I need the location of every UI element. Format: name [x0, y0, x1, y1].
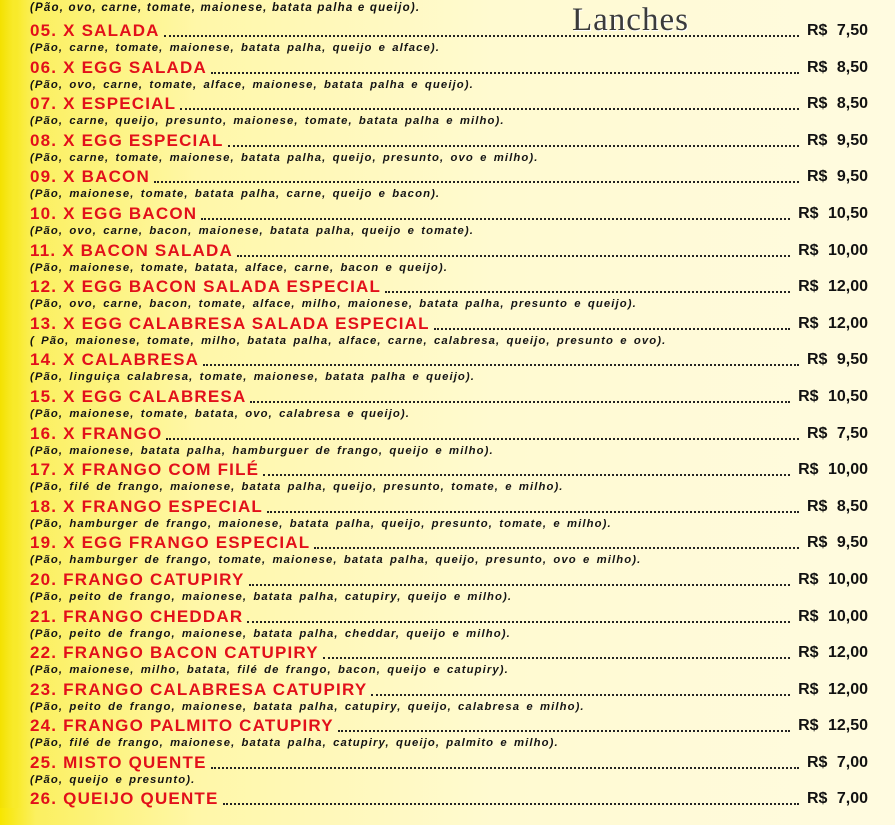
- menu-item-row: [30, 496, 868, 517]
- menu-item-description: (Pão, linguiça calabresa, tomate, maionese, batata palha e queijo).: [30, 371, 476, 384]
- menu-item-price: R$ 10,00: [798, 241, 868, 259]
- menu-item-row: [30, 532, 868, 553]
- menu-item-row: [30, 203, 868, 224]
- menu-item-row: [30, 349, 868, 370]
- menu-item-price: R$ 7,50: [806, 424, 868, 442]
- menu-item-row: [30, 569, 868, 590]
- menu-item-name: 11. X BACON SALADA: [30, 240, 233, 260]
- menu-item-name: 14. X CALABRESA: [30, 350, 200, 370]
- menu-item-name: 15. X EGG CALABRESA: [30, 386, 247, 406]
- menu-item-description: (Pão, queijo e presunto).: [30, 773, 196, 786]
- dot-leader: [211, 766, 799, 769]
- menu-item-name: 23. FRANGO CALABRESA CATUPIRY: [30, 679, 368, 699]
- menu-item-row: [30, 459, 868, 480]
- menu-item-description: (Pão, carne, tomate, maionese, batata palha, queijo, presunto, ovo e milho).: [30, 151, 539, 164]
- menu-item-price: R$ 12,00: [798, 314, 868, 332]
- menu-item-name: 12. X EGG BACON SALADA ESPECIAL: [30, 277, 382, 297]
- menu-item-row: [30, 642, 868, 663]
- menu-item: [30, 313, 868, 350]
- menu-item-row: [30, 423, 868, 444]
- menu-item: [30, 166, 868, 203]
- menu-item-row: [30, 166, 868, 187]
- menu-item-description: (Pão, carne, tomate, maionese, batata palha, queijo e alface).: [30, 42, 441, 54]
- menu-item-row: [30, 20, 868, 41]
- prev-item-description: (Pão, ovo, carne, tomate, maionese, batata palha e queijo).: [30, 2, 421, 14]
- menu-item-name: 13. X EGG CALABRESA SALADA ESPECIAL: [30, 313, 430, 333]
- menu-item-price: R$ 9,50: [806, 534, 868, 552]
- menu-item: [30, 57, 868, 94]
- menu-item-name: 26. QUEIJO QUENTE: [30, 789, 219, 809]
- menu-item-name: 06. X EGG SALADA: [30, 57, 207, 77]
- menu-item-row: [30, 715, 868, 736]
- menu-item-description: (Pão, peito de frango, maionese, batata palha, catupiry, queijo, calabresa e milho).: [30, 700, 585, 713]
- menu-item-description: (Pão, maionese, tomate, batata palha, carne, queijo e bacon).: [30, 188, 441, 201]
- dot-leader: [237, 254, 790, 257]
- menu-item-price: R$ 8,50: [806, 95, 868, 113]
- menu-item: [30, 203, 868, 240]
- menu-item-description: (Pão, peito de frango, maionese, batata palha, catupiry, queijo e milho).: [30, 590, 513, 603]
- menu-item: [30, 679, 868, 716]
- menu-item-description: (Pão, ovo, carne, bacon, maionese, batata palha, queijo e tomate).: [30, 224, 475, 237]
- menu-item-name: 18. X FRANGO ESPECIAL: [30, 496, 264, 516]
- dot-leader: [371, 693, 790, 696]
- menu-item-price: R$ 10,00: [798, 461, 868, 479]
- dot-leader: [323, 656, 790, 659]
- menu-item-description: (Pão, filé de frango, maionese, batata palha, catupiry, queijo, palmito e milho).: [30, 737, 559, 750]
- menu-item-description: (Pão, maionese, tomate, batata, ovo, calabresa e queijo).: [30, 407, 410, 420]
- menu-item-price: R$ 10,00: [798, 607, 868, 625]
- menu-item-description: (Pão, hamburger de frango, maionese, batata palha, queijo, presunto, tomate, e milho).: [30, 517, 612, 530]
- menu-item-price: R$ 7,00: [806, 753, 868, 771]
- menu-item-row: [30, 57, 868, 78]
- menu-item: [30, 459, 868, 496]
- page-title: Lanches: [572, 2, 689, 38]
- menu-item: [30, 642, 868, 679]
- dot-leader: [263, 473, 790, 476]
- dot-leader: [434, 327, 790, 330]
- menu-item-description: (Pão, carne, queijo, presunto, maionese, tomate, batata palha e milho).: [30, 115, 505, 128]
- menu-item: [30, 20, 868, 57]
- menu-list: [30, 20, 868, 825]
- menu-item: [30, 606, 868, 643]
- dot-leader: [267, 510, 799, 513]
- menu-item-price: R$ 9,50: [806, 351, 868, 369]
- menu-item-price: R$ 10,00: [798, 570, 868, 588]
- dot-leader: [211, 71, 799, 74]
- menu-item-name: 21. FRANGO CHEDDAR: [30, 606, 244, 626]
- menu-item: [30, 386, 868, 423]
- menu-item-row: [30, 752, 868, 773]
- dot-leader: [154, 180, 799, 183]
- menu-item-price: R$ 8,50: [806, 58, 868, 76]
- menu-item-price: R$ 9,50: [806, 168, 868, 186]
- menu-item-price: R$ 8,50: [806, 497, 868, 515]
- dot-leader: [338, 729, 790, 732]
- menu-item: [30, 569, 868, 606]
- dot-leader: [164, 34, 799, 37]
- menu-item-price: R$ 10,50: [798, 204, 868, 222]
- menu-item-description: [30, 809, 868, 824]
- menu-item-row: [30, 788, 868, 809]
- menu-item: [30, 788, 868, 825]
- yellow-edge: [0, 0, 22, 808]
- menu-item-name: 05. X SALADA: [30, 21, 160, 40]
- menu-item: [30, 240, 868, 277]
- menu-item: [30, 496, 868, 533]
- menu-item-price: R$ 9,50: [806, 131, 868, 149]
- menu-item-name: 19. X EGG FRANGO ESPECIAL: [30, 533, 311, 553]
- menu-item-name: 09. X BACON: [30, 167, 150, 187]
- menu-item-price: R$ 12,00: [798, 680, 868, 698]
- menu-item-description: (Pão, maionese, milho, batata, filé de frango, bacon, queijo e catupiry).: [30, 664, 509, 677]
- dot-leader: [201, 217, 790, 220]
- menu-item-row: [30, 606, 868, 627]
- menu-item-description: (Pão, ovo, carne, tomate, alface, maionese, batata palha e queijo).: [30, 78, 474, 91]
- menu-item: [30, 715, 868, 752]
- dot-leader: [228, 144, 799, 147]
- menu-item: [30, 532, 868, 569]
- menu-item-description: (Pão, maionese, tomate, batata, alface, carne, bacon e queijo).: [30, 261, 449, 274]
- menu-item: [30, 93, 868, 130]
- menu-item-description: (Pão, filé de frango, maionese, batata palha, queijo, presunto, tomate, e milho).: [30, 481, 564, 494]
- menu-item-price: R$ 12,00: [798, 278, 868, 296]
- menu-item-description: (Pão, peito de frango, maionese, batata palha, cheddar, queijo e milho).: [30, 627, 511, 640]
- menu-item-name: 25. MISTO QUENTE: [30, 752, 207, 772]
- menu-item-price: R$ 7,50: [806, 22, 868, 39]
- dot-leader: [249, 583, 791, 586]
- menu-item: [30, 276, 868, 313]
- dot-leader: [180, 107, 799, 110]
- menu-item-name: 08. X EGG ESPECIAL: [30, 130, 224, 150]
- menu-item-name: 17. X FRANGO COM FILÉ: [30, 460, 260, 480]
- menu-item-name: 16. X FRANGO: [30, 423, 163, 443]
- dot-leader: [314, 546, 799, 549]
- dot-leader: [223, 802, 799, 805]
- menu-item-price: R$ 10,50: [798, 387, 868, 405]
- menu-item-row: [30, 386, 868, 407]
- menu-item-name: 24. FRANGO PALMITO CATUPIRY: [30, 716, 334, 736]
- menu-item-description: (Pão, maionese, batata palha, hamburguer de frango, queijo e milho).: [30, 444, 494, 457]
- menu-item-row: [30, 313, 868, 334]
- menu-item-description: (Pão, hamburger de frango, tomate, maionese, batata palha, queijo, presunto, ovo e milho).: [30, 554, 642, 567]
- menu-item-row: [30, 130, 868, 151]
- menu-item: [30, 752, 868, 789]
- menu-item-name: 22. FRANGO BACON CATUPIRY: [30, 643, 319, 663]
- dot-leader: [247, 620, 790, 623]
- menu-item-price: R$ 12,00: [798, 644, 868, 662]
- menu-item-description: (Pão, ovo, carne, bacon, tomate, alface, milho, maionese, batata palha, presunto e queijo).: [30, 298, 637, 311]
- dot-leader: [385, 290, 790, 293]
- dot-leader: [203, 363, 799, 366]
- dot-leader: [166, 437, 798, 440]
- menu-item-name: 10. X EGG BACON: [30, 203, 198, 223]
- menu-item: [30, 423, 868, 460]
- menu-item-price: R$ 12,50: [798, 717, 868, 735]
- menu-item-row: [30, 679, 868, 700]
- dot-leader: [250, 400, 790, 403]
- menu-item-name: 07. X ESPECIAL: [30, 94, 177, 114]
- menu-item-row: [30, 93, 868, 114]
- menu-item-name: 20. FRANGO CATUPIRY: [30, 569, 245, 589]
- menu-item-price: R$ 7,00: [806, 790, 868, 808]
- menu-item-row: [30, 240, 868, 261]
- menu-item: [30, 349, 868, 386]
- menu-item: [30, 130, 868, 167]
- menu-item-row: [30, 276, 868, 297]
- menu-item-description: ( Pão, maionese, tomate, milho, batata palha, alface, carne, calabresa, queijo, presunto e ovo).: [30, 334, 667, 347]
